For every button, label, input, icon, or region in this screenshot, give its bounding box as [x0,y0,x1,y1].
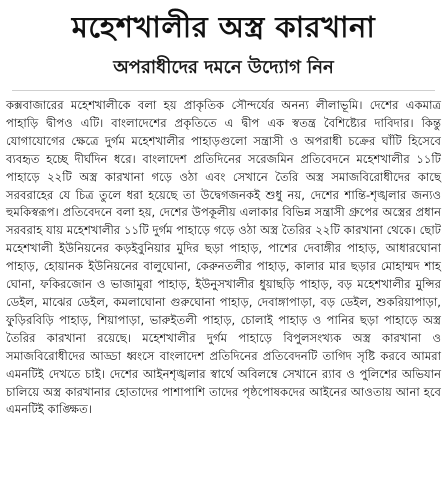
headline: মহেশখালীর অস্ত্র কারখানা [71,10,376,44]
body-paragraph: কক্সবাজারের মহেশখালীকে বলা হয় প্রাকৃতিক সৌন্দর্যের অনন্য লীলাভূমি। দেশের একমাত্র পাহাড়ি দ্বীপও এটি। বাংলাদেশের প্রকৃতিতে এ দ্বীপ এক স্বতন্ত্র বৈশিষ্ট্যের দাবিদার। কিন্তু যোগাযোগের ক্ষেত্রে দুর্গম মহেশখালীর পাহাড়গুলো সন্ত্রাসী ও অপরাধী চক্রের ঘাঁটি হিসেবে ব্যবহৃত হচ্ছে দীর্ঘদিন ধরে। বাংলাদেশ প্রতিদিনের সরেজমিন প্রতিবেদনে মহেশখালীর ১১টি পাহাড়ে ২২টি অস্ত্র কারখানা গড়ে ওঠা এবং সেখানে তৈরি অস্ত্র সমাজবিরোধীদের কাছে সরবরাহের যে চিত্র তুলে ধরা হয়েছে তা উদ্বেগজনকই শুধু নয়, দেশের শান্তি-শৃঙ্খলার জন্যও হুমকিস্বরূপ। প্রতিবেদনে বলা হয়, দেশের উপকূলীয় এলাকার বিভিন্ন সন্ত্রাসী গ্রুপের অস্ত্রের প্রধান সরবরাহ যায় মহেশখালীর ১১টি দুর্গম পাহাড়ে গড়ে ওঠা অস্ত্র তৈরির ২২টি কারখানা থেকে। ছোট মহেশখালী ইউনিয়নের কড়ইবুনিয়ার মুদির ছড়া পাহাড়, পাশের দেবাঙ্গীর পাহাড়, আধারঘোনা পাহাড়, হোয়ানক ইউনিয়নের বালুঘোনা, কেরুনতলীর পাহাড়, কালার মার ছড়ার মোহাম্মদ শাহ ঘোনা, ফকিরজোন ও ভাজামুরা পাহাড়, ইউনুসখালীর ধুয়াছড়ি পাহাড়, বড় মহেশখালীর মুন্সির ডেইল, মাঝের ডেইল, কমলাঘোনা গুরুঘোনা পাহাড়, দেবাঙ্গাপাড়া, বড় ডেইল, শুকরিয়াপাড়া, ফুড়িরবিড়ি পাহাড়, শিয়াপাড়া, ভারুইতলী পাহাড়, চোলাই পাহাড় ও পানির ছড়া পাহাড়ে অস্ত্র তৈরির কারখানা রয়েছে। মহেশখালীর দুর্গম পাহাড়ে বিপুলসংখ্যক অস্ত্র কারখানা ও সমাজবিরোধীদের আড্ডা ধ্বংসে বাংলাদেশ প্রতিদিনের প্রতিবেদনটি তাগিদ সৃষ্টি করবে আমরা এমনটিই দেখতে চাই। দেশের আইনশৃঙ্খলার স্বার্থে অবিলম্বে সেখানে র‌্যাব ও পুলিশের অভিযান চালিয়ে অস্ত্র কারখানার হোতাদের পাশাপাশি তাদের পৃষ্ঠপোষকদের আইনের আওতায় আনা হবে এমনটিই কাঙ্ক্ষিত। [6,98,441,417]
subheadline: অপরাধীদের দমনে উদ্যোগ নিন [113,57,334,78]
editorial-clipping [0,8,447,500]
article-body [6,97,441,419]
divider [12,90,435,91]
